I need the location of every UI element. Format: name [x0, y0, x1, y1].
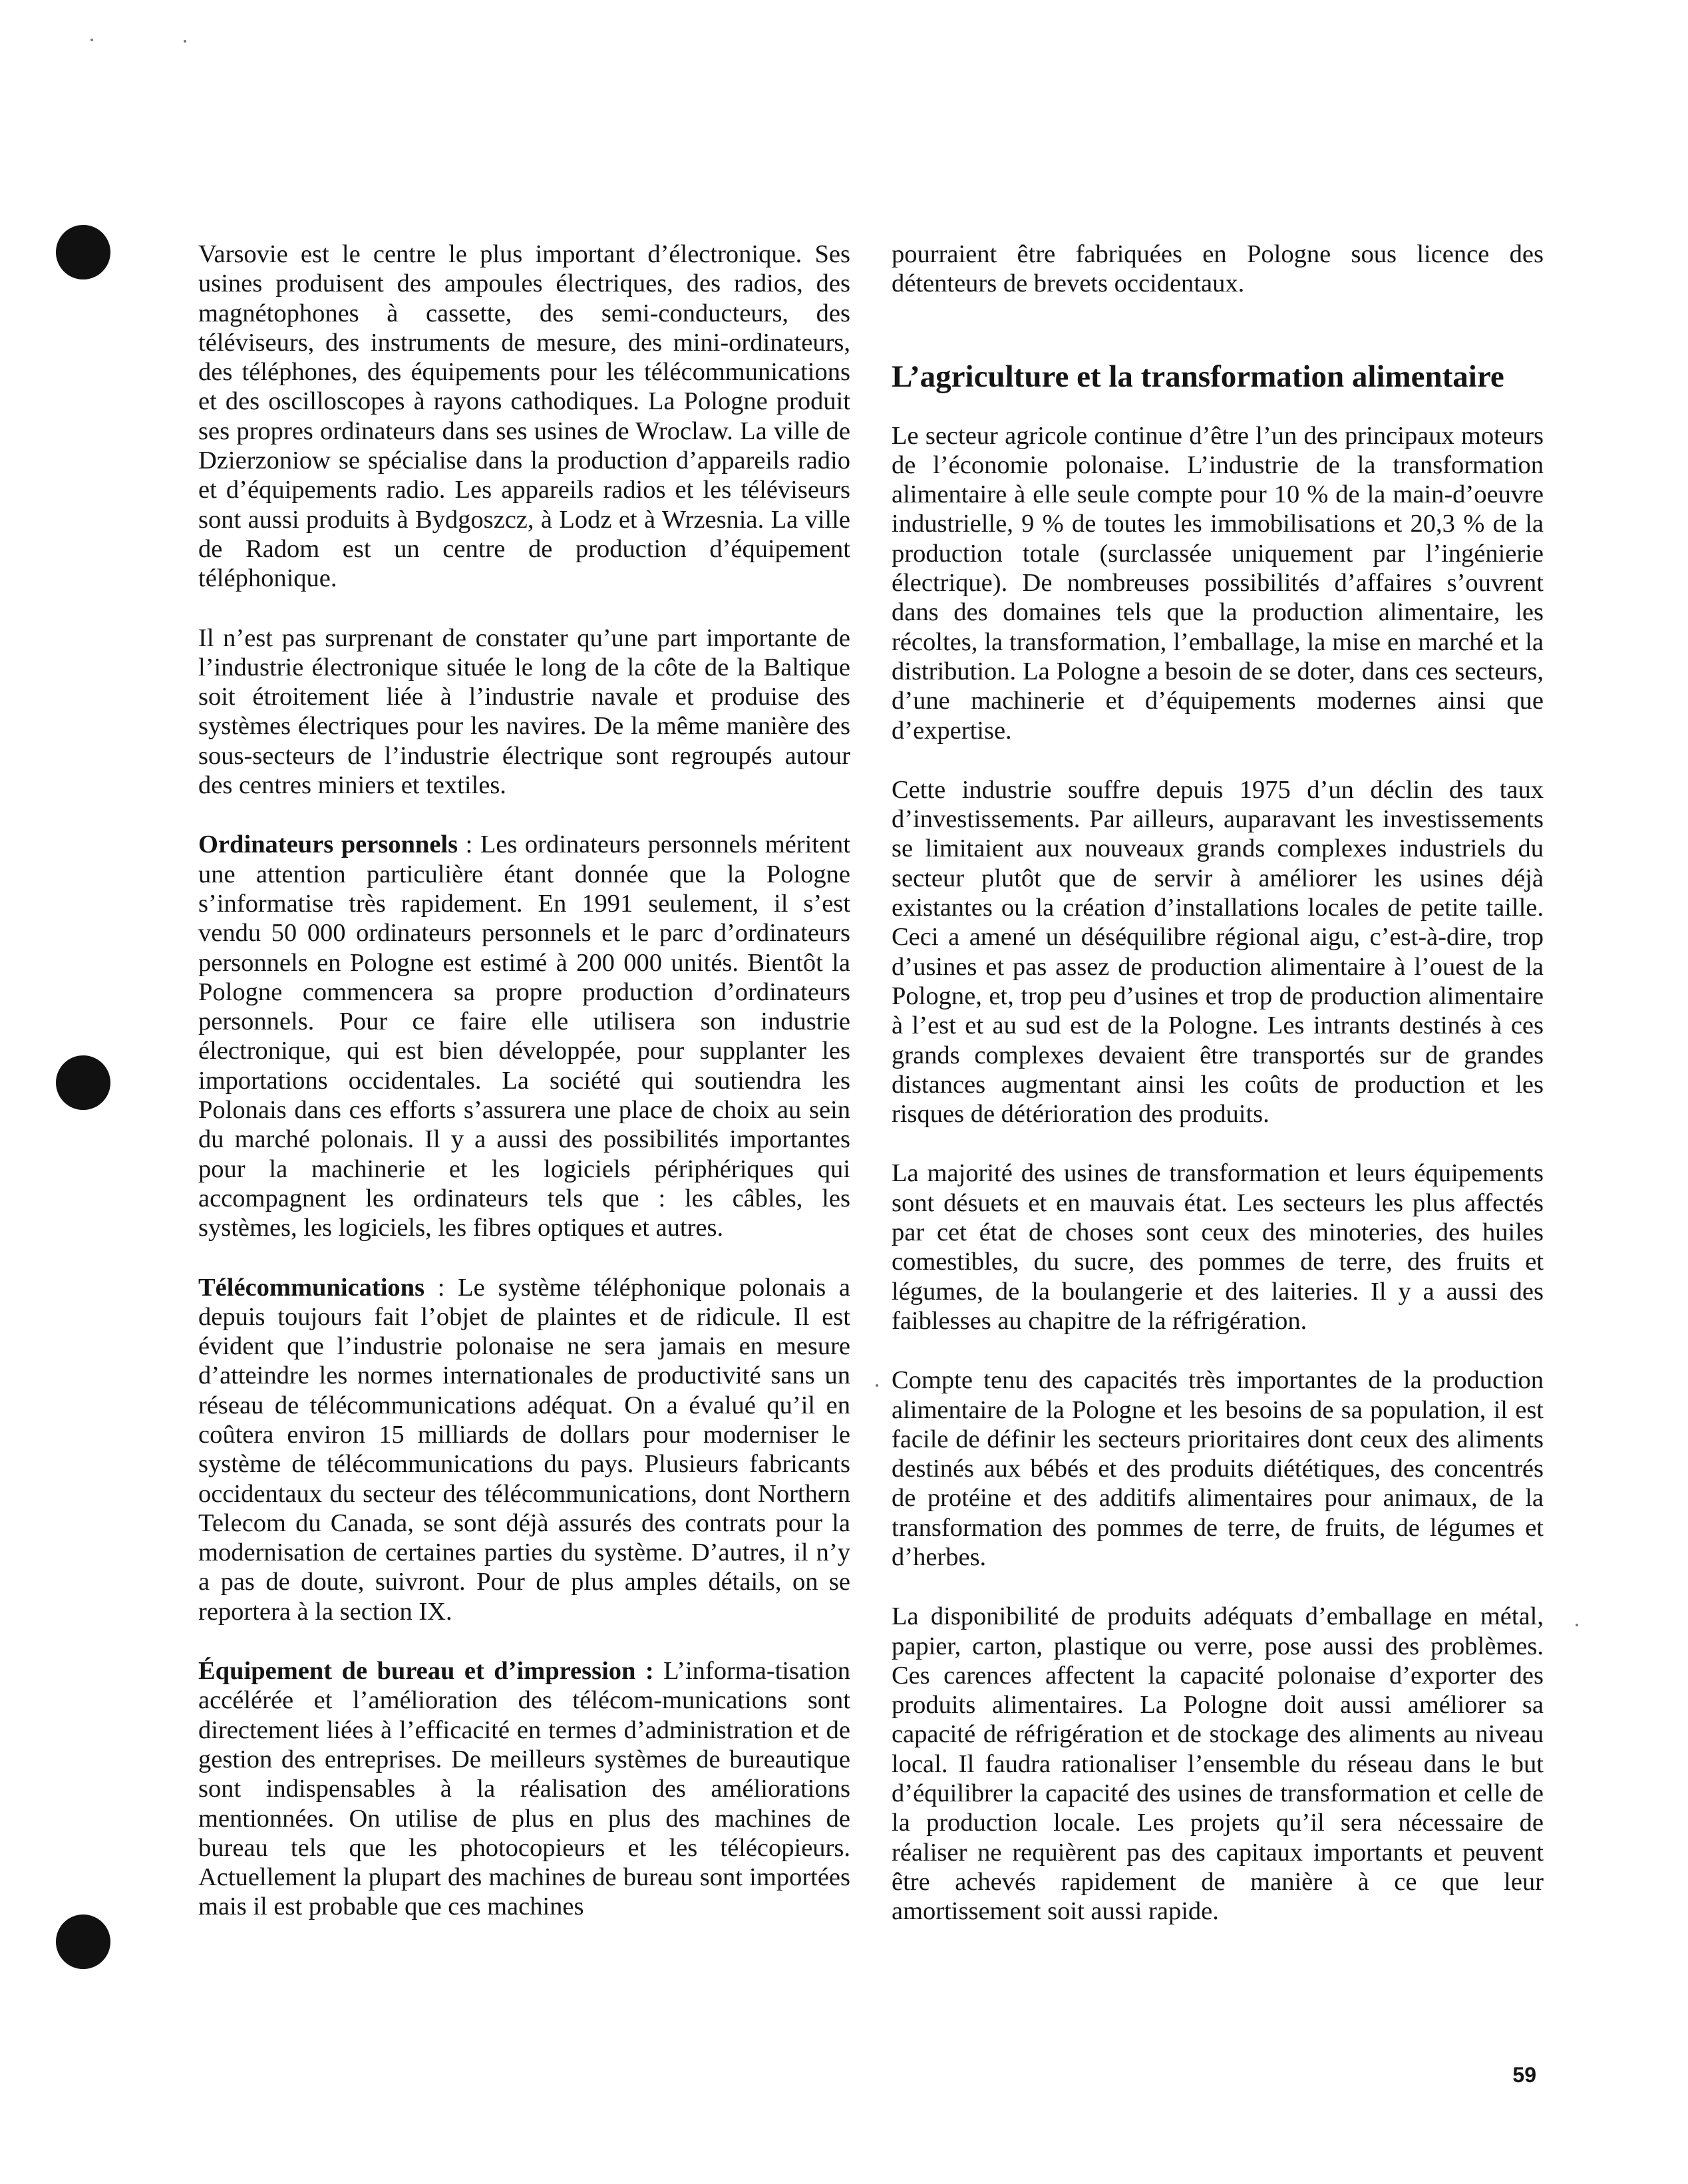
- punch-hole-top: [56, 225, 110, 279]
- left-column: [198, 240, 850, 1922]
- paragraph-investment-decline: [892, 775, 1544, 1129]
- paragraph-text: Le secteur agricole continue d’être l’un des principaux moteurs de l’économie polonaise. L’industrie de la transformation alimentaire à elle seule compte pour 10 % de la main-d’oeuvre industrielle, 9 % de toutes les immobilisations et 20,3 % de la production totale (surclassée uniquement par l’ingénierie électrique). De nombreuses possibilités d’affaires s’ouvrent dans des domaines tels que la production alimentaire, les récoltes, la transformation, l’emballage, la mise en marché et la distribution. La Pologne a besoin de se doter, dans ces secteurs, d’une machinerie et d’équipements modernes ainsi que d’expertise.: [892, 421, 1544, 745]
- paragraph-electronics-warsaw: [198, 240, 850, 594]
- paragraph-text: Il n’est pas surprenant de constater qu’une part importante de l’industrie électronique située le long de la côte de la Baltique soit étroitement liée à l’industrie navale et produise des systèmes électriques pour les navires. De la même manière des sous-secteurs de l’industrie électrique sont regroupés autour des centres miniers et textiles.: [198, 624, 850, 800]
- paragraph-personal-computers: [198, 830, 850, 1242]
- paragraph-text: Cette industrie souffre depuis 1975 d’un déclin des taux d’investissements. Par ailleurs, auparavant les investissements se limitaient aux nouveaux grands complexes industriels du secteur plutôt que de servir à améliorer les usines déjà existantes ou la création d’installations locales de petite taille. Ceci a amené un déséquilibre régional aigu, c’est-à-dire, trop d’usines et pas assez de production alimentaire à l’ouest de la Pologne, et, trop peu d’usines et trop de production alimentaire à l’est et au sud est de la Pologne. Les intrants destinés à ces grands complexes devaient être transportés sur de grandes distances augmentant ainsi les coûts de production et les risques de détérioration des produits.: [892, 775, 1544, 1129]
- paragraph-priority-sectors: [892, 1365, 1544, 1572]
- paragraph-text: Varsovie est le centre le plus important d’électronique. Ses usines produisent des ampoules électriques, des radios, des magnétophones à cassette, des semi-conducteurs, des téléviseurs, des instruments de mesure, des mini-ordinateurs, des téléphones, des équipements pour les télécommunications et des oscilloscopes à rayons cathodiques. La Pologne produit ses propres ordinateurs dans ses usines de Wroclaw. La ville de Dzierzoniow se spécialise dans la production d’appareils radio et d’équipements radio. Les appareils radios et les téléviseurs sont aussi produits à Bydgoszcz, à Lodz et à Wrzesnia. La ville de Radom est un centre de production d’équipement téléphonique.: [198, 240, 850, 593]
- scan-speck: [184, 40, 186, 43]
- punch-hole-middle: [56, 1055, 110, 1110]
- right-column: [892, 240, 1544, 1926]
- paragraph-text: : Les ordinateurs personnels méritent une attention particulière étant donnée que la Pologne s’informatise très rapidement. En 1991 seulement, il s’est vendu 50 000 ordinateurs personnels et le parc d’ordinateurs personnels en Pologne est estimé à 200 000 unités. Bientôt la Pologne commencera sa propre production d’ordinateurs personnels. Pour ce faire elle utilisera son industrie électronique, qui est bien développée, pour supplanter les importations occidentales. La société qui soutiendra les Polonais dans ces efforts s’assurera une place de choix au sein du marché polonais. Il y a aussi des possibilités importantes pour la machinerie et les logiciels périphériques qui accompagnent les ordinateurs tels que : les câbles, les systèmes, les logiciels, les fibres optiques et autres.: [198, 830, 851, 1242]
- punch-hole-bottom: [56, 1914, 110, 1969]
- paragraph-outdated-plants: [892, 1159, 1544, 1336]
- paragraph-continuation: [892, 240, 1544, 299]
- section-heading-agriculture: L’agriculture et la transformation alimentaire: [892, 359, 1504, 394]
- scan-speck: [876, 1384, 878, 1387]
- scan-speck: [1576, 1624, 1578, 1626]
- paragraph-baltic-industry: [198, 624, 850, 801]
- run-in-heading-personal-computers: Ordinateurs personnels: [198, 830, 458, 859]
- paragraph-text: La majorité des usines de transformation et leurs équipements sont désuets et en mauvais état. Les secteurs les plus affectés par cet état de choses sont ceux des minoteries, des huiles comestibles, du sucre, des pommes de terre, des fruits et légumes, de la boulangerie et des laiteries. Il y a aussi des faiblesses au chapitre de la réfrigération.: [892, 1159, 1544, 1335]
- paragraph-packaging: [892, 1602, 1544, 1926]
- run-in-heading-telecommunications: Télécommunications: [198, 1273, 425, 1302]
- paragraph-text: : Le système téléphonique polonais a depuis toujours fait l’objet de plaintes et de ridicule. Il est évident que l’industrie polonaise ne sera jamais en mesure d’atteindre les normes internationales de productivité sans un réseau de télécommunications adéquat. On a évalué qu’il en coûtera environ 15 milliards de dollars pour moderniser le système de télécommunications du pays. Plusieurs fabricants occidentaux du secteur des télécommunications, dont Northern Telecom du Canada, se sont déjà assurés des contrats pour la modernisation de certaines parties du système. D’autres, il n’y a pas de doute, suivront. Pour de plus amples détails, on se reportera à la section IX.: [198, 1273, 850, 1626]
- page-number: 59: [1512, 2063, 1536, 2087]
- paragraph-agriculture-sector: [892, 421, 1544, 745]
- paragraph-text: Compte tenu des capacités très importantes de la production alimentaire de la Pologne et les besoins de sa population, il est facile de définir les secteurs prioritaires dont ceux des aliments destinés aux bébés et des produits diététiques, des concentrés de protéine et des additifs alimentaires pour animaux, de la transformation des pommes de terre, de fruits, de légumes et d’herbes.: [892, 1366, 1544, 1571]
- paragraph-telecommunications: [198, 1273, 850, 1627]
- scan-speck: [90, 39, 93, 41]
- run-in-heading-office-equipment: Équipement de bureau et d’impression :: [198, 1657, 654, 1686]
- paragraph-office-equipment: [198, 1656, 850, 1922]
- paragraph-text: La disponibilité de produits adéquats d’emballage en métal, papier, carton, plastique ou verre, pose aussi des problèmes. Ces carences affectent la capacité polonaise d’exporter des produits alimentaires. La Pologne doit aussi améliorer sa capacité de réfrigération et de stockage des aliments au niveau local. Il faudra rationaliser l’ensemble du réseau dans le but d’équilibrer la capacité des usines de transformation et celle de la production locale. Les projets qu’il sera nécessaire de réaliser ne requièrent pas des capitaux importants et peuvent être achevés rapidement de manière à ce que leur amortissement soit aussi rapide.: [892, 1602, 1544, 1926]
- paragraph-text: L’informa-tisation accélérée et l’amélioration des télécom-munications sont directement liées à l’efficacité en termes d’administration et de gestion des entreprises. De meilleurs systèmes de bureautique sont indispensables à la réalisation des améliorations mentionnées. On utilise de plus en plus des machines de bureau tels que les photocopieurs et les télécopieurs. Actuellement la plupart des machines de bureau sont importées mais il est probable que ces machines: [198, 1657, 850, 1921]
- paragraph-text: pourraient être fabriquées en Pologne sous licence des détenteurs de brevets occidentaux.: [892, 240, 1544, 298]
